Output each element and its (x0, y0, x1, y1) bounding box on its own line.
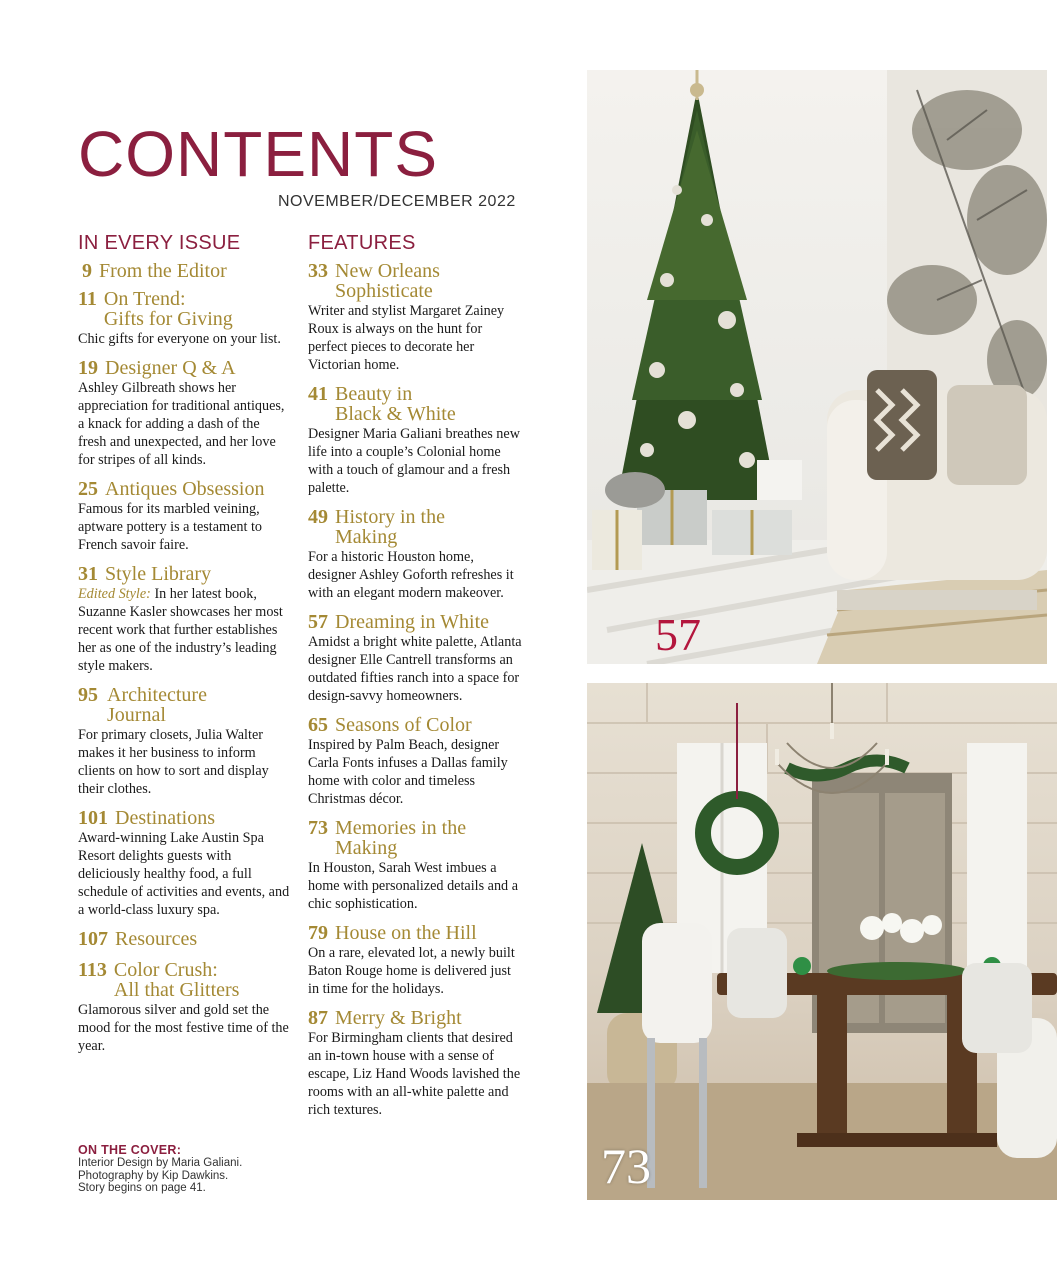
entry-title: House on the Hill (335, 922, 477, 944)
entry-page: 41 (308, 383, 328, 405)
entry-title: Destinations (115, 807, 215, 829)
entry-title: Dreaming in White (335, 611, 490, 633)
entry-title: Style Library (105, 563, 212, 585)
entry-description: For a historic Houston home, designer Ashley Goforth refreshes it with an elegant modern makeover. (308, 549, 514, 601)
entry-description-text: In her latest book, Suzanne Kasler showcases her most recent work that further establishes her as one of the industry’s leading style makers. (78, 586, 283, 674)
entry-title: New Orleans Sophisticate (335, 260, 440, 302)
entry-page: 73 (308, 817, 328, 839)
section-heading-in-every-issue: IN EVERY ISSUE (78, 232, 241, 254)
entry-page: 79 (308, 922, 328, 944)
entry-title: Color Crush: All that Glitters (113, 959, 240, 1001)
entry-description: For primary closets, Julia Walter makes it her business to inform clients on how to sort and display their clothes. (78, 727, 269, 797)
photo-page-number: 57 (655, 609, 701, 660)
christmas-tree-illustration (587, 70, 1047, 664)
entry-page: 31 (78, 563, 98, 585)
toc-entry[interactable] (78, 808, 290, 919)
entry-page: 33 (308, 260, 328, 282)
entry-title: Beauty in Black & White (335, 383, 456, 425)
toc-entry[interactable] (308, 818, 523, 913)
toc-entry[interactable] (78, 261, 290, 281)
toc-entry[interactable] (308, 612, 523, 705)
entry-title: Resources (115, 928, 198, 950)
entry-page: 101 (78, 807, 108, 829)
entry-page: 25 (78, 478, 98, 500)
entry-description: Inspired by Palm Beach, designer Carla Fonts infuses a Dallas family home with color and timeless Christmas décor. (308, 737, 508, 807)
entry-title: On Trend: Gifts for Giving (103, 288, 233, 330)
features-column (308, 232, 523, 1129)
entry-title: History in the Making (335, 506, 445, 548)
entry-description: In Houston, Sarah West imbues a home with personalized details and a chic sophistication. (308, 860, 518, 912)
entry-description: Glamorous silver and gold set the mood for the most festive time of the year. (78, 1002, 289, 1054)
entry-title: Architecture Journal (107, 684, 207, 726)
toc-entry[interactable] (308, 261, 523, 374)
entry-page: 49 (308, 506, 328, 528)
entry-description: Chic gifts for everyone on your list. (78, 331, 281, 347)
toc-entry[interactable] (308, 923, 523, 998)
toc-entry[interactable] (78, 929, 290, 949)
dining-room-illustration (587, 683, 1057, 1200)
toc-entry[interactable] (78, 960, 290, 1055)
entry-description: On a rare, elevated lot, a newly built Baton Rouge home is delivered just in time for the holidays. (308, 945, 515, 997)
photo-christmas-tree-living-room[interactable] (587, 70, 1047, 664)
toc-entry[interactable] (308, 715, 523, 808)
entry-page: 113 (78, 959, 107, 981)
cover-credit (78, 1143, 288, 1195)
entry-description (78, 585, 290, 675)
entry-page: 19 (78, 357, 98, 379)
entry-title: Antiques Obsession (105, 478, 265, 500)
entry-page: 107 (78, 928, 108, 950)
entry-page: 57 (308, 611, 328, 633)
entry-description: Amidst a bright white palette, Atlanta designer Elle Cantrell transforms an outdated fifties ranch into a space for design-savvy homeowners. (308, 634, 522, 704)
entry-title: Merry & Bright (335, 1007, 462, 1029)
entry-description: Famous for its marbled veining, aptware pottery is a testament to French savoir faire. (78, 501, 262, 553)
toc-entry[interactable] (78, 289, 290, 348)
entry-page: 87 (308, 1007, 328, 1029)
entry-page: 9 (82, 260, 92, 282)
toc-entry[interactable] (78, 479, 290, 554)
cover-heading: ON THE COVER: (78, 1143, 182, 1157)
in-every-issue-column (78, 232, 290, 1065)
entry-description: For Birmingham clients that desired an in-town house with a sense of escape, Liz Hand Woods lavished the rooms with an all-white palette and rich textures. (308, 1030, 521, 1118)
entry-page: 65 (308, 714, 328, 736)
entry-description: Designer Maria Galiani breathes new life into a couple’s Colonial home with a touch of glamour and a fresh palette. (308, 426, 520, 496)
photo-dining-room-chandelier[interactable] (587, 683, 1057, 1200)
entry-title: Memories in the Making (335, 817, 467, 859)
page-title: CONTENTS (78, 118, 438, 190)
cover-text: Interior Design by Maria Galiani. Photography by Kip Dawkins. Story begins on page 41. (78, 1157, 243, 1194)
entry-title: From the Editor (99, 260, 227, 282)
entry-description: Ashley Gilbreath shows her appreciation for traditional antiques, a knack for adding a dash of the fresh and unexpected, and her love for stripes of all kinds. (78, 380, 285, 468)
entry-description-italic: Edited Style: (78, 586, 151, 602)
entry-description: Writer and stylist Margaret Zainey Roux is always on the hunt for perfect pieces to decorate her Victorian home. (308, 303, 505, 373)
entry-description: Award-winning Lake Austin Spa Resort delights guests with deliciously healthy food, a full schedule of activities and events, and a world-class luxury spa. (78, 830, 290, 918)
toc-entry[interactable] (308, 384, 523, 497)
photo-page-number: 73 (601, 1138, 651, 1194)
entry-page: 95 (78, 684, 98, 706)
toc-entry[interactable] (78, 685, 290, 798)
toc-entry[interactable] (78, 358, 290, 469)
issue-date: NOVEMBER/DECEMBER 2022 (278, 193, 516, 210)
toc-entry[interactable] (308, 507, 523, 602)
section-heading-features: FEATURES (308, 232, 416, 254)
toc-entry[interactable] (308, 1008, 523, 1119)
toc-entry[interactable] (78, 564, 290, 675)
entry-title: Seasons of Color (335, 714, 472, 736)
entry-title: Designer Q & A (105, 357, 236, 379)
entry-page: 11 (78, 288, 97, 310)
